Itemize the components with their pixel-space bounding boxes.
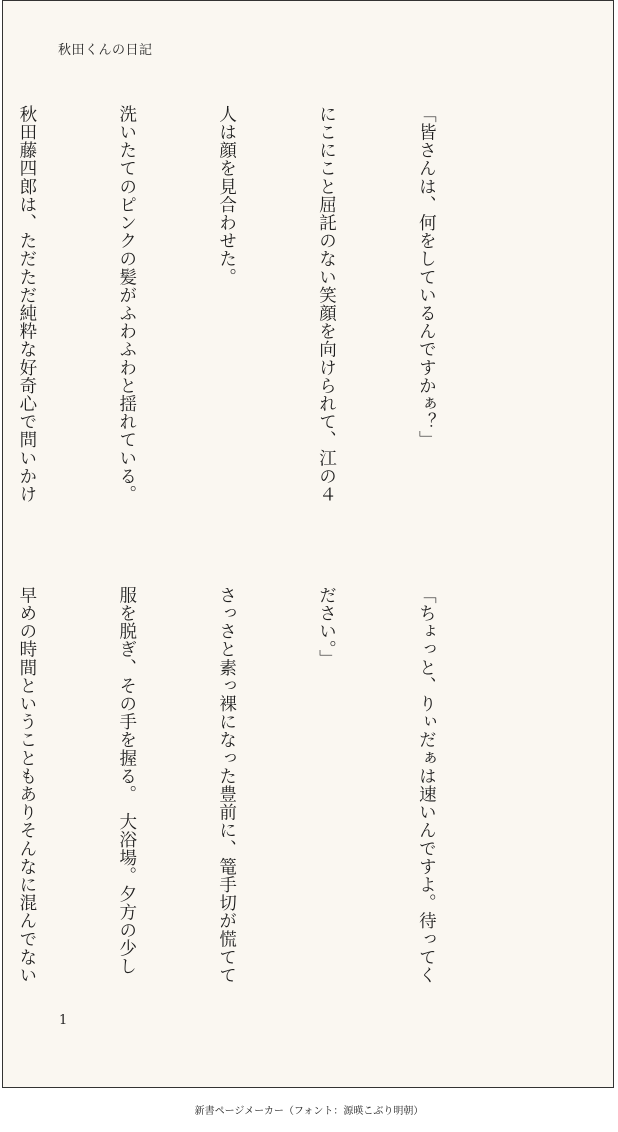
book-title: 秋田くんの日記 xyxy=(58,43,153,58)
novel-page xyxy=(2,0,614,1088)
text-line: 服を脱ぎ、その手を握る。 大浴場。夕方の少し xyxy=(116,586,137,976)
text-line: ださい。」 xyxy=(316,586,337,668)
text-line: 秋田藤四郎は、ただただ純粋な好奇心で問いかけ xyxy=(16,105,37,504)
text-line: 洗いたてのピンクの髪がふわふわと揺れている。 xyxy=(116,105,137,504)
lower-text-block xyxy=(0,586,509,1006)
text-line: さっさと素っ裸になった豊前に、篭手切が慌てて xyxy=(216,586,237,985)
upper-text-block xyxy=(0,105,509,525)
text-line: にこにこと屈託のない笑顔を向けられて、江の４ xyxy=(316,105,337,504)
text-line: 人は顔を見合わせた。 xyxy=(216,105,237,286)
page-footer-credit: 新書ページメーカー（フォント：源暎こぶり明朝） xyxy=(194,1106,424,1117)
text-line: 「ちょっと、りぃだぁは速いんですよ。待ってく xyxy=(416,586,437,985)
page-number: 1 xyxy=(59,1013,68,1028)
text-line: 早めの時間ということもありそんなに混んでない xyxy=(16,586,37,985)
text-line: 「皆さんは、何をしているんですかぁ？」 xyxy=(416,105,437,449)
